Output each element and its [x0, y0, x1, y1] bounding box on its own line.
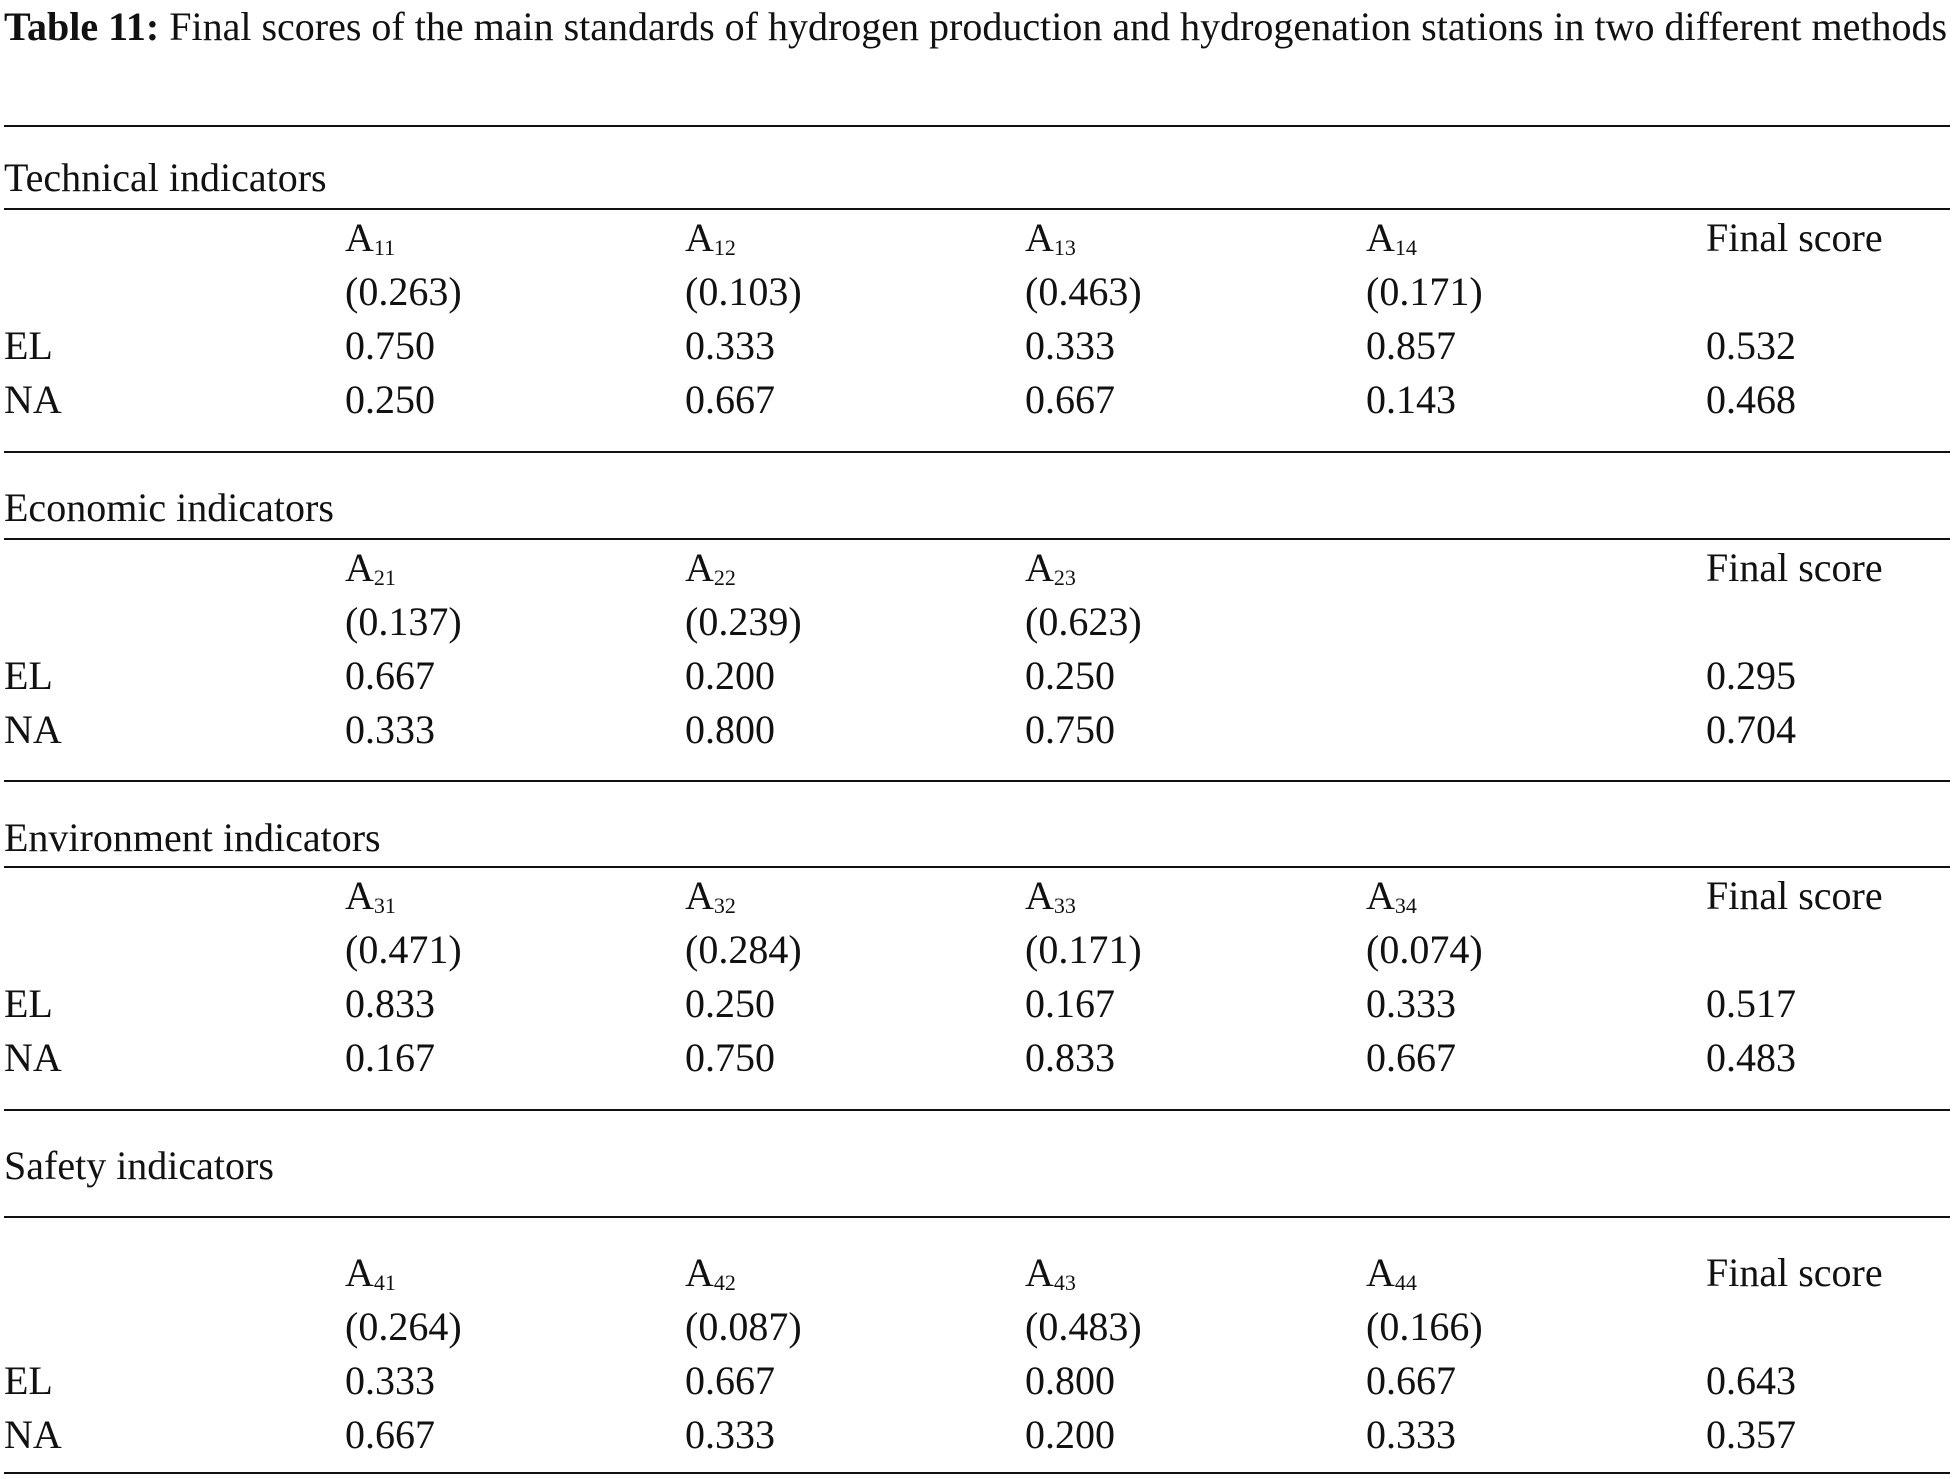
criterion-code: $A_{11}$ [345, 215, 396, 260]
value-cell: 0.833 [1025, 1035, 1115, 1080]
value-cell: 0.667 [345, 1412, 435, 1457]
section-rule [4, 866, 1950, 868]
criterion-code: $A_{13}$ [1025, 215, 1076, 260]
criterion-code: $A_{14}$ [1366, 215, 1417, 260]
section-end-rule [4, 780, 1950, 782]
value-cell: 0.667 [1366, 1035, 1456, 1080]
value-cell: 0.250 [345, 377, 435, 422]
row-label: NA [4, 707, 62, 752]
criterion-weight: (0.483) [1025, 1304, 1142, 1349]
value-cell: 0.800 [685, 707, 775, 752]
value-cell: 0.333 [1366, 981, 1456, 1026]
value-cell: 0.333 [1025, 323, 1115, 368]
final-score-cell: 0.704 [1706, 707, 1796, 752]
value-cell: 0.667 [685, 1358, 775, 1403]
final-score-cell: 0.295 [1706, 653, 1796, 698]
criterion-weight: (0.284) [685, 927, 802, 972]
value-cell: 0.750 [685, 1035, 775, 1080]
value-cell: 0.143 [1366, 377, 1456, 422]
section-title: Economic indicators [4, 485, 334, 530]
value-cell: 0.250 [1025, 653, 1115, 698]
final-score-cell: 0.532 [1706, 323, 1796, 368]
criterion-code: $A_{41}$ [345, 1250, 396, 1295]
row-label: EL [4, 653, 53, 698]
criterion-weight: (0.171) [1025, 927, 1142, 972]
criterion-weight: (0.264) [345, 1304, 462, 1349]
final-score-cell: 0.643 [1706, 1358, 1796, 1403]
criterion-weight: (0.463) [1025, 269, 1142, 314]
criterion-code: $A_{33}$ [1025, 873, 1076, 918]
criterion-weight: (0.074) [1366, 927, 1483, 972]
final-score-header: Final score [1706, 545, 1883, 590]
value-cell: 0.667 [1025, 377, 1115, 422]
value-cell: 0.167 [1025, 981, 1115, 1026]
value-cell: 0.333 [345, 707, 435, 752]
value-cell: 0.167 [345, 1035, 435, 1080]
criterion-weight: (0.137) [345, 599, 462, 644]
final-score-cell: 0.357 [1706, 1412, 1796, 1457]
value-cell: 0.333 [345, 1358, 435, 1403]
criterion-code: $A_{12}$ [685, 215, 736, 260]
value-cell: 0.250 [685, 981, 775, 1026]
criterion-code: $A_{21}$ [345, 545, 396, 590]
value-cell: 0.667 [1366, 1358, 1456, 1403]
section-rule [4, 538, 1950, 540]
final-score-header: Final score [1706, 215, 1883, 260]
criterion-weight: (0.171) [1366, 269, 1483, 314]
criterion-code: $A_{31}$ [345, 873, 396, 918]
section-end-rule [4, 1109, 1950, 1111]
criterion-weight: (0.239) [685, 599, 802, 644]
final-score-cell: 0.468 [1706, 377, 1796, 422]
row-label: EL [4, 981, 53, 1026]
criterion-code: $A_{23}$ [1025, 545, 1076, 590]
value-cell: 0.333 [685, 1412, 775, 1457]
table-top-rule [4, 125, 1950, 127]
value-cell: 0.750 [1025, 707, 1115, 752]
section-rule [4, 1216, 1950, 1218]
value-cell: 0.857 [1366, 323, 1456, 368]
section-title: Safety indicators [4, 1143, 274, 1188]
criterion-weight: (0.103) [685, 269, 802, 314]
value-cell: 0.667 [345, 653, 435, 698]
section-title: Environment indicators [4, 815, 381, 860]
value-cell: 0.200 [1025, 1412, 1115, 1457]
final-score-header: Final score [1706, 873, 1883, 918]
final-score-header: Final score [1706, 1250, 1883, 1295]
criterion-weight: (0.623) [1025, 599, 1142, 644]
section-end-rule [4, 451, 1950, 453]
criterion-weight: (0.263) [345, 269, 462, 314]
criterion-weight: (0.087) [685, 1304, 802, 1349]
value-cell: 0.750 [345, 323, 435, 368]
table-bottom-rule [4, 1472, 1950, 1474]
table-caption-label: Table 11: [4, 4, 160, 49]
row-label: EL [4, 323, 53, 368]
criterion-code: $A_{43}$ [1025, 1250, 1076, 1295]
criterion-code: $A_{32}$ [685, 873, 736, 918]
criterion-code: $A_{22}$ [685, 545, 736, 590]
criterion-weight: (0.166) [1366, 1304, 1483, 1349]
value-cell: 0.667 [685, 377, 775, 422]
row-label: NA [4, 1412, 62, 1457]
section-title: Technical indicators [4, 155, 327, 200]
row-label: NA [4, 377, 62, 422]
final-score-cell: 0.483 [1706, 1035, 1796, 1080]
criterion-code: $A_{34}$ [1366, 873, 1417, 918]
criterion-weight: (0.471) [345, 927, 462, 972]
final-score-cell: 0.517 [1706, 981, 1796, 1026]
table-caption-text: Final scores of the main standards of hydrogen production and hydrogenation stations in two different methods [169, 4, 1948, 49]
section-rule [4, 208, 1950, 210]
value-cell: 0.200 [685, 653, 775, 698]
value-cell: 0.833 [345, 981, 435, 1026]
row-label: EL [4, 1358, 53, 1403]
value-cell: 0.800 [1025, 1358, 1115, 1403]
value-cell: 0.333 [685, 323, 775, 368]
value-cell: 0.333 [1366, 1412, 1456, 1457]
table-caption [4, 0, 1950, 54]
criterion-code: $A_{44}$ [1366, 1250, 1417, 1295]
criterion-code: $A_{42}$ [685, 1250, 736, 1295]
row-label: NA [4, 1035, 62, 1080]
